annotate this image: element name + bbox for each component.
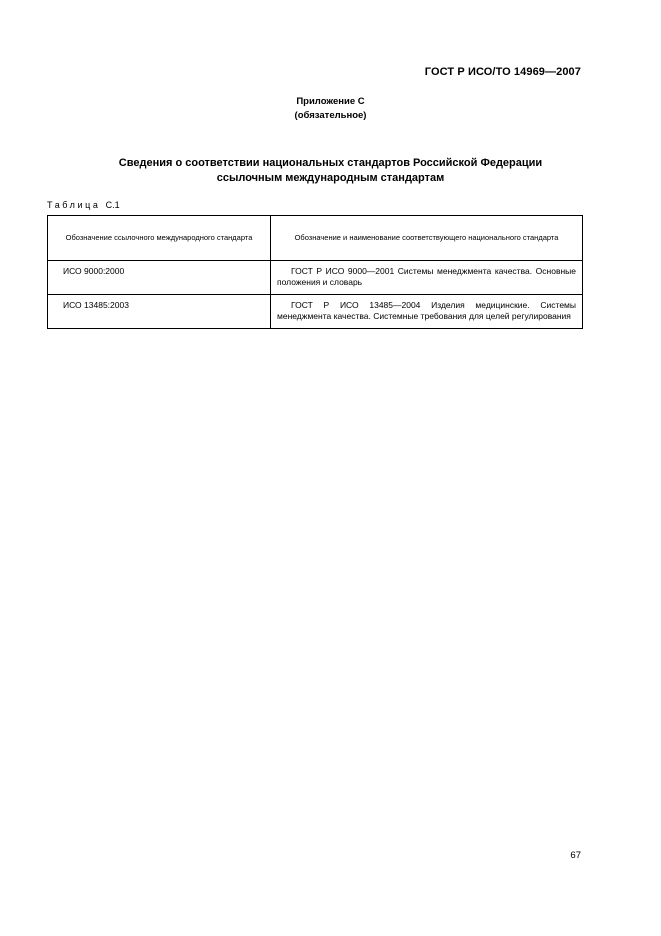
standards-table — [47, 215, 583, 329]
national-standard-cell: ГОСТ Р ИСО 13485—2004 Изделия медицинские. Системы менеджмента качества. Системные требования для целей регулирования — [271, 295, 583, 329]
section-title-line-2: ссылочным международным стандартам — [216, 172, 445, 184]
section-title — [0, 156, 661, 186]
table-caption — [47, 200, 120, 210]
header-national-standard: Обозначение и наименование соответствующего национального стандарта — [271, 216, 583, 261]
appendix-label: Приложение С — [296, 96, 365, 107]
appendix-heading — [0, 95, 661, 123]
table-caption-word: Таблица — [47, 200, 101, 210]
intl-standard-cell: ИСО 9000:2000 — [48, 261, 271, 295]
document-code: ГОСТ Р ИСО/ТО 14969—2007 — [424, 66, 581, 78]
header-intl-standard: Обозначение ссылочного международного стандарта — [48, 216, 271, 261]
intl-standard-cell: ИСО 13485:2003 — [48, 295, 271, 329]
appendix-status: (обязательное) — [294, 110, 367, 121]
section-title-line-1: Сведения о соответствии национальных стандартов Российской Федерации — [118, 157, 543, 169]
table-row — [48, 295, 583, 329]
table-caption-number: С.1 — [105, 200, 120, 210]
page-number: 67 — [570, 850, 581, 861]
table-header-row — [48, 216, 583, 261]
table-row — [48, 261, 583, 295]
national-standard-cell: ГОСТ Р ИСО 9000—2001 Системы менеджмента качества. Основные положения и словарь — [271, 261, 583, 295]
